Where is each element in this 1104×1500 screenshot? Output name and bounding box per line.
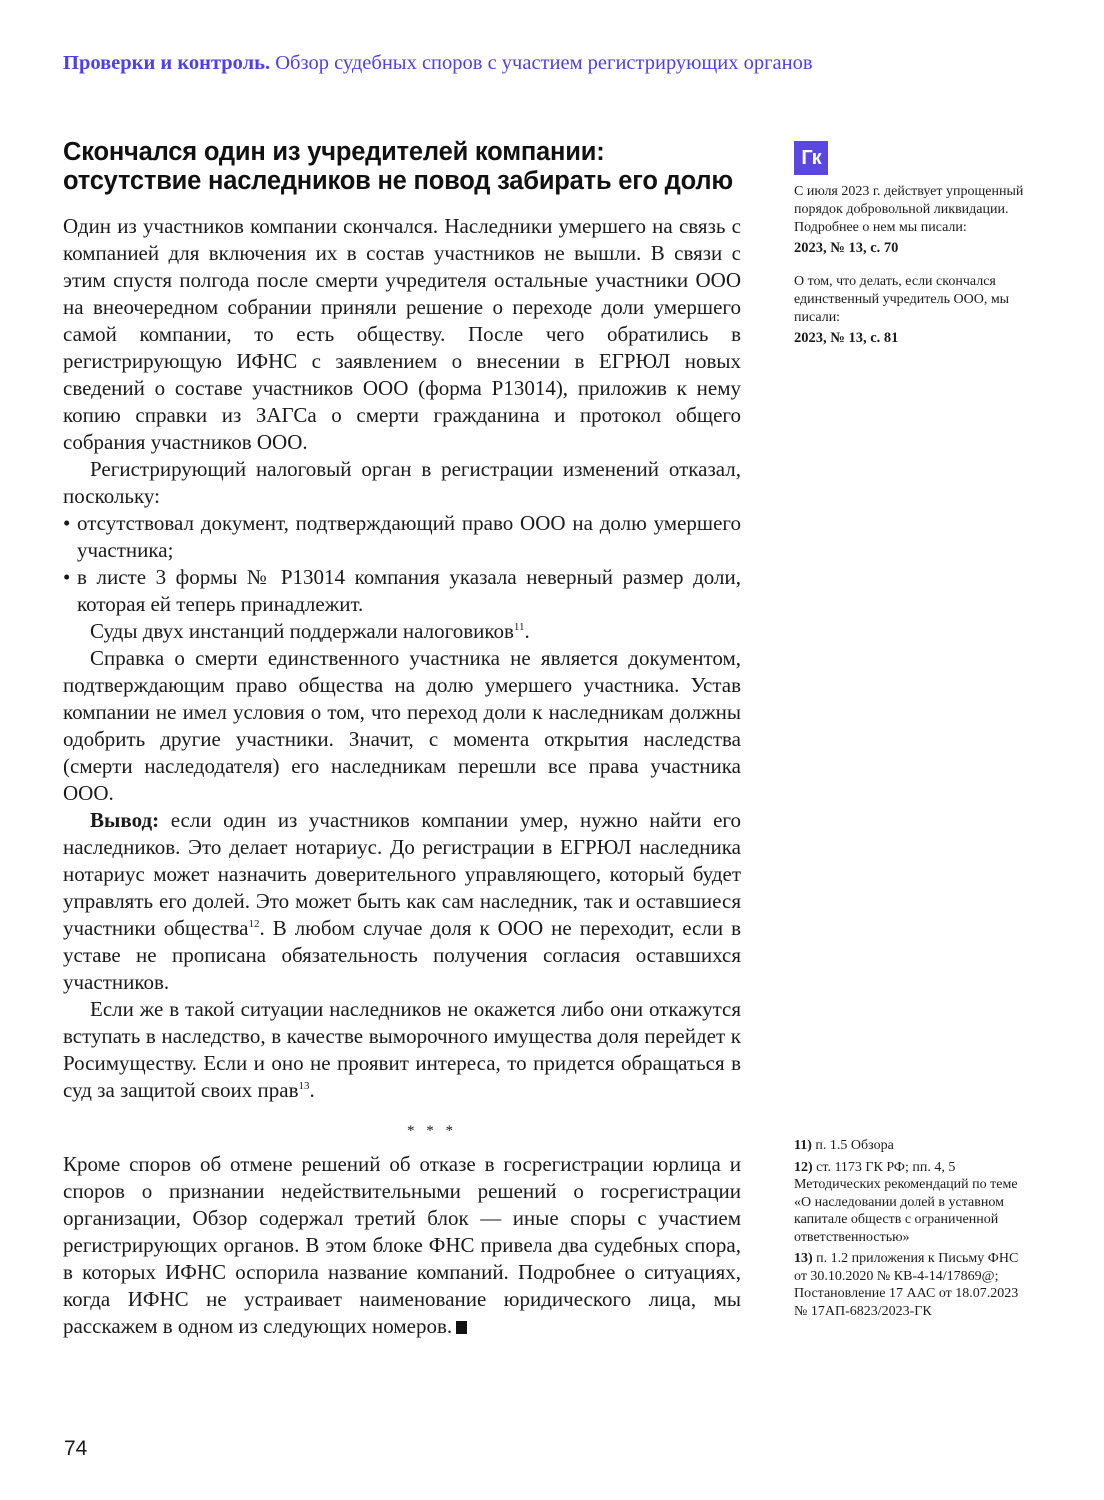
footnote-13: [794, 1250, 1024, 1320]
footnote-ref-13[interactable]: 13: [298, 1080, 310, 1092]
paragraph-intro: Один из участников компании скончался. Наследники умершего на связь с компанией для включения их в состав участников не вышли. В связи с этим спустя полгода после смерти учредителя остальные участники ООО на внеочередном собрании приняли решение о переходе доли умершего самой компании, то есть обществу. После чего обратились в регистрирующую ИФНС с заявлением о внесении в ЕГРЮЛ новых сведений о составе участников ООО (форма Р13014), приложив к нему копию справки из ЗАГСа о смерти гражданина и протокол общего собрания участников ООО.: [63, 214, 741, 454]
footnote-number: 11): [794, 1138, 812, 1153]
running-head: [63, 52, 813, 75]
footnote-number: 12): [794, 1159, 813, 1175]
footnote-12: [794, 1159, 1024, 1247]
section-subtitle: Обзор судебных споров с участием регистрирующих органов: [275, 52, 813, 74]
end-of-article-icon: [456, 1321, 467, 1334]
article-body: [63, 138, 741, 1340]
paragraph-escheat: [63, 996, 741, 1104]
section-separator: * * *: [407, 1123, 457, 1139]
sidebar-note-text: С июля 2023 г. действует упрощенный порядок добровольной ликвидации. Подробнее о нем мы писали:: [794, 184, 1024, 235]
paragraph-punct: .: [309, 1078, 315, 1102]
paragraph-text: Суды двух инстанций поддержали налоговиков: [90, 619, 514, 643]
footnote-text: п. 1.2 приложения к Письму ФНС от 30.10.2020 № КВ-4-14/17869@; Постановление 17 ААС от 18.07.2023 № 17АП-6823/2023-ГК: [794, 1251, 1019, 1319]
footnote-text: п. 1.5 Обзора: [811, 1138, 894, 1153]
paragraph-courts: [63, 618, 741, 645]
paragraph-refusal: Регистрирующий налоговый орган в регистрации изменений отказал, поскольку:: [63, 457, 741, 508]
refusal-reasons-list: [63, 510, 741, 618]
paragraph-closing: [63, 1151, 741, 1340]
article-title: Скончался один из учредителей компании: отсутствие наследников не повод забирать его долю: [63, 138, 733, 195]
paragraph-text: . В любом случае доля к ООО не переходит, если в уставе не прописана обязательность получения согласия оставшихся участников.: [63, 916, 741, 994]
paragraph-text: Если же в такой ситуации наследников не окажется либо они откажутся вступать в наследство, в качестве выморочного имущества доля перейдет к Росимуществу. Если и оно не проявит интереса, то придется обращаться в суд за защитой своих прав: [63, 997, 741, 1102]
footnote-11: [794, 1137, 1024, 1155]
paragraph-punct: .: [524, 619, 530, 643]
footnote-number: 13): [794, 1251, 813, 1266]
sidebar-note-text: О том, что делать, если скончался единственный учредитель ООО, мы писали:: [794, 274, 1010, 325]
gk-logo-icon: [794, 141, 828, 175]
list-item: • отсутствовал документ, подтверждающий право ООО на долю умершего участника;: [63, 510, 741, 564]
sidebar-note-reference[interactable]: 2023, № 13, с. 70: [794, 240, 899, 256]
logo-text: Гк: [801, 146, 821, 169]
section-name: Проверки и контроль.: [63, 52, 271, 74]
sidebar-note: [794, 183, 1024, 257]
sidebar-notes: [794, 183, 1024, 363]
paragraph-reasoning: Справка о смерти единственного участника не является документом, подтверждающим право общества на долю умершего участника. Устав компании не имел условия о том, что переход доли к наследникам должны одобрить другие участники. Значит, с момента открытия наследства (смерти наследодателя) его наследникам перешли все права участника ООО.: [63, 646, 741, 805]
footnotes: [794, 1137, 1024, 1324]
footnote-ref-12[interactable]: 12: [248, 918, 260, 930]
page-number: 74: [64, 1437, 88, 1460]
footnote-text: ст. 1173 ГК РФ; пп. 4, 5 Методических рекомендаций по теме «О наследовании долей в уставном капитале обществ с ограниченной ответственностью»: [794, 1159, 1018, 1245]
footnote-ref-11[interactable]: 11: [513, 621, 525, 633]
paragraph-conclusion: [63, 807, 741, 996]
conclusion-label: Вывод:: [90, 808, 160, 832]
paragraph-text: Кроме споров об отмене решений об отказе в госрегистрации юрлица и споров о признании недействительными решений о госрегистрации организации, Обзор содержал третий блок — иные споры с участием регистрирующих органов. В этом блоке ФНС привела два судебных спора, в которых ИФНС оспорила название компаний. Подробнее о ситуациях, когда ИФНС не устраивает наименование юридического лица, мы расскажем в одном из следующих номеров.: [63, 1152, 741, 1338]
sidebar-note-reference[interactable]: 2023, № 13, с. 81: [794, 330, 899, 346]
sidebar-note: [794, 273, 1024, 347]
paragraph-text: если один из участников компании умер, нужно найти его наследников. Это делает нотариус. До регистрации в ЕГРЮЛ наследника нотариус может назначить доверительного управляющего, который будет управлять его долей. Это может быть как сам наследник, так и оставшиеся участники общества: [63, 808, 741, 940]
list-item: • в листе 3 формы № Р13014 компания указала неверный размер доли, которая ей теперь принадлежит.: [63, 564, 741, 618]
